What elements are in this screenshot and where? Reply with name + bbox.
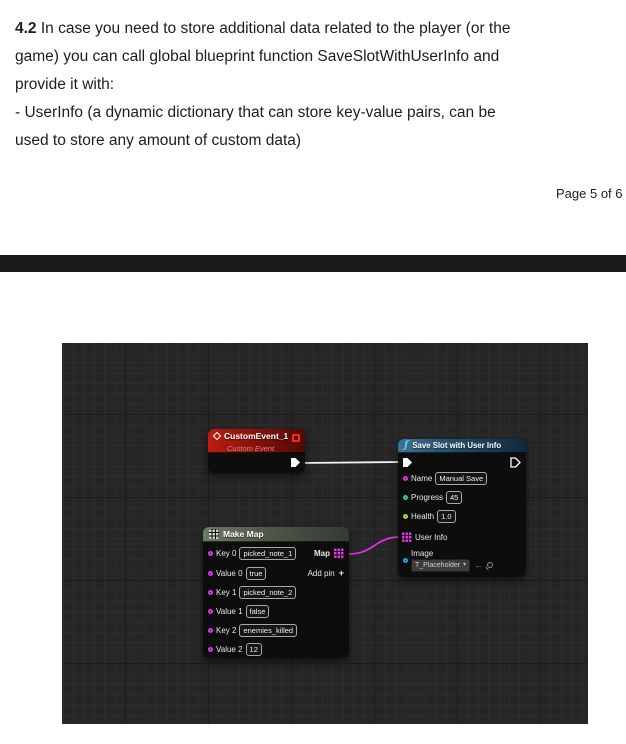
value2-value-input[interactable]: 12 (246, 643, 262, 656)
pin-label: Key 2 (216, 625, 237, 635)
string-pin-icon[interactable] (208, 628, 213, 633)
key2-value-input[interactable]: enemies_killed (239, 624, 297, 637)
health-pin-row (403, 510, 456, 522)
doc-line: used to store any amount of custom data) (15, 132, 302, 149)
blueprint-canvas[interactable] (62, 343, 588, 724)
string-pin-icon[interactable] (208, 551, 213, 556)
chevron-down-icon: ▾ (463, 561, 467, 568)
pin-label: Key 0 (216, 548, 237, 558)
progress-value-input[interactable]: 45 (446, 491, 462, 504)
string-pin-icon[interactable] (403, 476, 408, 481)
exec-wire (302, 462, 402, 463)
save-slot-node[interactable] (398, 439, 526, 577)
save-slot-header[interactable] (398, 439, 526, 453)
node-title: Make Map (223, 529, 264, 539)
value0-pin-row (208, 567, 266, 579)
float-pin-icon[interactable] (403, 514, 408, 519)
exec-in-pin[interactable] (402, 457, 413, 468)
custom-event-node[interactable] (208, 429, 305, 473)
exec-out-pin[interactable] (510, 457, 521, 468)
page-number: Page 5 of 6 (556, 186, 623, 201)
string-pin-icon[interactable] (208, 590, 213, 595)
name-pin-row (403, 472, 487, 484)
dropdown-value: T_Placeholder (415, 561, 461, 569)
int-pin-icon[interactable] (403, 495, 408, 500)
event-editable-icon[interactable] (292, 434, 300, 442)
pin-label: Health (411, 511, 435, 521)
pin-label: Map (314, 548, 330, 558)
key0-pin-row (208, 547, 296, 559)
pin-label: Value 1 (216, 606, 243, 616)
map-output-pin-row (314, 547, 344, 559)
name-value-input[interactable]: Manual Save (435, 472, 487, 485)
value1-pin-row (208, 605, 269, 617)
string-pin-icon[interactable] (208, 571, 213, 576)
custom-event-header[interactable] (208, 429, 305, 453)
doc-line: - UserInfo (a dynamic dictionary that can store key-value pairs, can be (15, 104, 496, 121)
pin-label: Value 2 (216, 644, 243, 654)
progress-pin-row (403, 491, 462, 503)
doc-line-text: In case you need to store additional data related to the player (or the (36, 20, 511, 37)
add-pin-row[interactable] (308, 567, 344, 579)
make-map-icon (209, 529, 219, 539)
doc-line (15, 15, 555, 43)
image-asset-dropdown[interactable] (411, 559, 470, 572)
section-divider-bar (0, 255, 626, 272)
use-selected-icon[interactable]: ← (474, 559, 484, 570)
userinfo-pin-row (402, 531, 447, 543)
node-subtitle: Custom Event (227, 443, 275, 453)
map-wire (349, 537, 400, 554)
plus-icon: + (338, 568, 344, 578)
paragraph (15, 15, 555, 155)
pin-label: Image (411, 548, 434, 558)
pin-label: Key 1 (216, 587, 237, 597)
image-pin-row (403, 547, 493, 573)
pin-label: Name (411, 473, 433, 483)
make-map-header[interactable] (203, 527, 349, 542)
key1-pin-row (208, 586, 296, 598)
section-number: 4.2 (15, 20, 37, 37)
value2-pin-row (208, 643, 262, 655)
value1-value-input[interactable]: false (246, 605, 270, 618)
health-value-input[interactable]: 1.0 (437, 510, 455, 523)
event-diamond-icon (213, 431, 221, 439)
function-icon: ƒ (404, 439, 409, 451)
pin-label: Value 0 (216, 568, 243, 578)
map-pin-icon[interactable] (402, 532, 412, 542)
doc-line: provide it with: (15, 76, 115, 93)
value0-value-input[interactable]: true (246, 567, 267, 580)
key1-value-input[interactable]: picked_note_2 (239, 586, 296, 599)
browse-magnifier-icon[interactable] (487, 562, 493, 568)
node-title: CustomEvent_1 (224, 430, 289, 441)
key0-value-input[interactable]: picked_note_1 (239, 547, 296, 560)
key2-pin-row (208, 624, 297, 636)
doc-line: game) you can call global blueprint function SaveSlotWithUserInfo and (15, 48, 500, 65)
pin-label: Progress (411, 492, 444, 502)
add-pin-label: Add pin (307, 568, 335, 578)
map-pin-icon[interactable] (334, 548, 344, 558)
pin-label: User Info (415, 532, 448, 542)
node-title: Save Slot with User Info (412, 441, 502, 450)
object-pin-icon[interactable] (403, 558, 408, 563)
make-map-node[interactable] (203, 527, 349, 658)
exec-out-pin[interactable] (290, 457, 301, 468)
string-pin-icon[interactable] (208, 609, 213, 614)
string-pin-icon[interactable] (208, 647, 213, 652)
